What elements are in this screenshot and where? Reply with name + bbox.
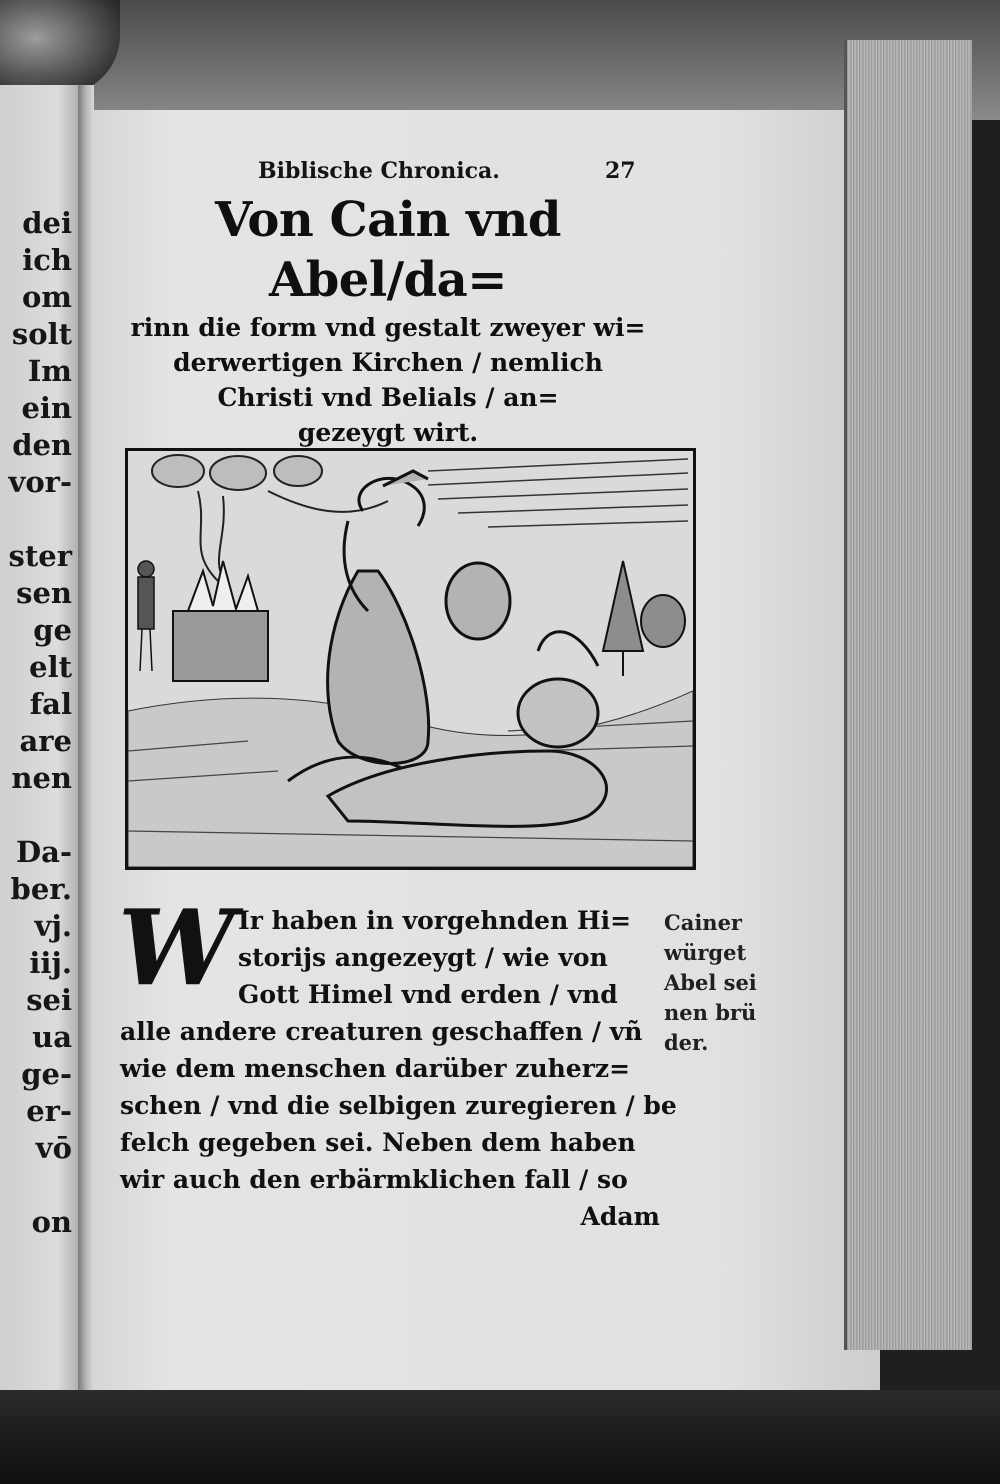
body-line-5: wie dem menschen darüber zuherz=	[120, 1054, 631, 1083]
margin-note-line-1: Cainer	[664, 910, 742, 935]
margin-note	[664, 908, 774, 1058]
left-page-fragment: vor-	[8, 465, 72, 499]
left-page-fragment: ge	[33, 613, 72, 647]
left-page-text-fragments	[0, 205, 80, 1241]
left-page-fragment: on	[31, 1205, 72, 1239]
left-page-fragment: sei	[26, 983, 72, 1017]
left-page-fragment: er-	[26, 1094, 72, 1128]
page-edges	[844, 40, 972, 1350]
left-page-fragment: elt	[29, 650, 72, 684]
page-number: 27	[605, 158, 636, 184]
running-head: Biblische Chronica.	[258, 158, 500, 184]
left-page-fragment: den	[12, 428, 72, 462]
body-line-8: wir auch den erbärmklichen fall / so	[120, 1165, 628, 1194]
woodcut-svg	[128, 451, 693, 867]
left-page-fragment: sen	[16, 576, 72, 610]
left-page-fragment: vj.	[34, 909, 72, 943]
left-page	[0, 85, 82, 1395]
body-line-1: Ir haben in vorgehnden Hi=	[238, 906, 632, 935]
body-line-7: felch gegeben sei. Neben dem haben	[120, 1128, 636, 1157]
left-page-fragment: are	[19, 724, 72, 758]
left-page-fragment: Im	[27, 354, 72, 388]
left-page-fragment	[0, 797, 80, 834]
chapter-title-line-4: Christi vnd Belials / an=	[217, 383, 559, 412]
left-page-fragment	[0, 501, 80, 538]
left-page-fragment	[0, 1167, 80, 1204]
margin-note-line-5: der.	[664, 1030, 709, 1055]
left-page-fragment: solt	[11, 317, 72, 351]
margin-note-line-3: Abel sei	[664, 970, 757, 995]
body-line-3: Gott Himel vnd erden / vnd	[238, 980, 618, 1009]
decorated-initial: W	[118, 886, 235, 1009]
body-line-6: schen / vnd die selbigen zuregieren / be	[120, 1091, 677, 1120]
left-page-fragment: vō	[35, 1131, 72, 1165]
left-page-fragment: ich	[22, 243, 72, 277]
left-page-fragment: ster	[8, 539, 72, 573]
chapter-title-line-3: derwertigen Kirchen / nemlich	[173, 348, 603, 377]
body-line-4: alle andere creaturen geschaffen / vñ	[120, 1017, 643, 1046]
left-page-fragment: ua	[32, 1020, 72, 1054]
left-page-fragment: fal	[29, 687, 72, 721]
left-page-fragment: om	[21, 280, 72, 314]
chapter-title-line-1: Von Cain vnd Abel/da=	[215, 192, 561, 308]
body-text	[120, 902, 677, 1235]
left-page-fragment: nen	[11, 761, 72, 795]
bottom-shadow	[0, 1390, 1000, 1484]
chapter-title-line-5: gezeygt wirt.	[297, 418, 479, 447]
chapter-title-line-2: rinn die form vnd gestalt zweyer wi=	[130, 313, 646, 342]
left-page-fragment: dei	[22, 206, 72, 240]
margin-note-line-2: würget	[664, 940, 747, 965]
left-page-fragment: Da-	[16, 835, 72, 869]
left-page-fragment: ein	[21, 391, 72, 425]
left-page-fragment: ber.	[10, 872, 72, 906]
woodcut-illustration	[125, 448, 696, 870]
margin-note-line-4: nen brü	[664, 1000, 757, 1025]
left-page-fragment: iij.	[29, 946, 72, 980]
left-page-fragment: ge-	[21, 1057, 72, 1091]
chapter-title	[118, 190, 658, 450]
catchword: Adam	[580, 1202, 660, 1231]
body-line-2: storijs angezeygt / wie von	[238, 943, 608, 972]
